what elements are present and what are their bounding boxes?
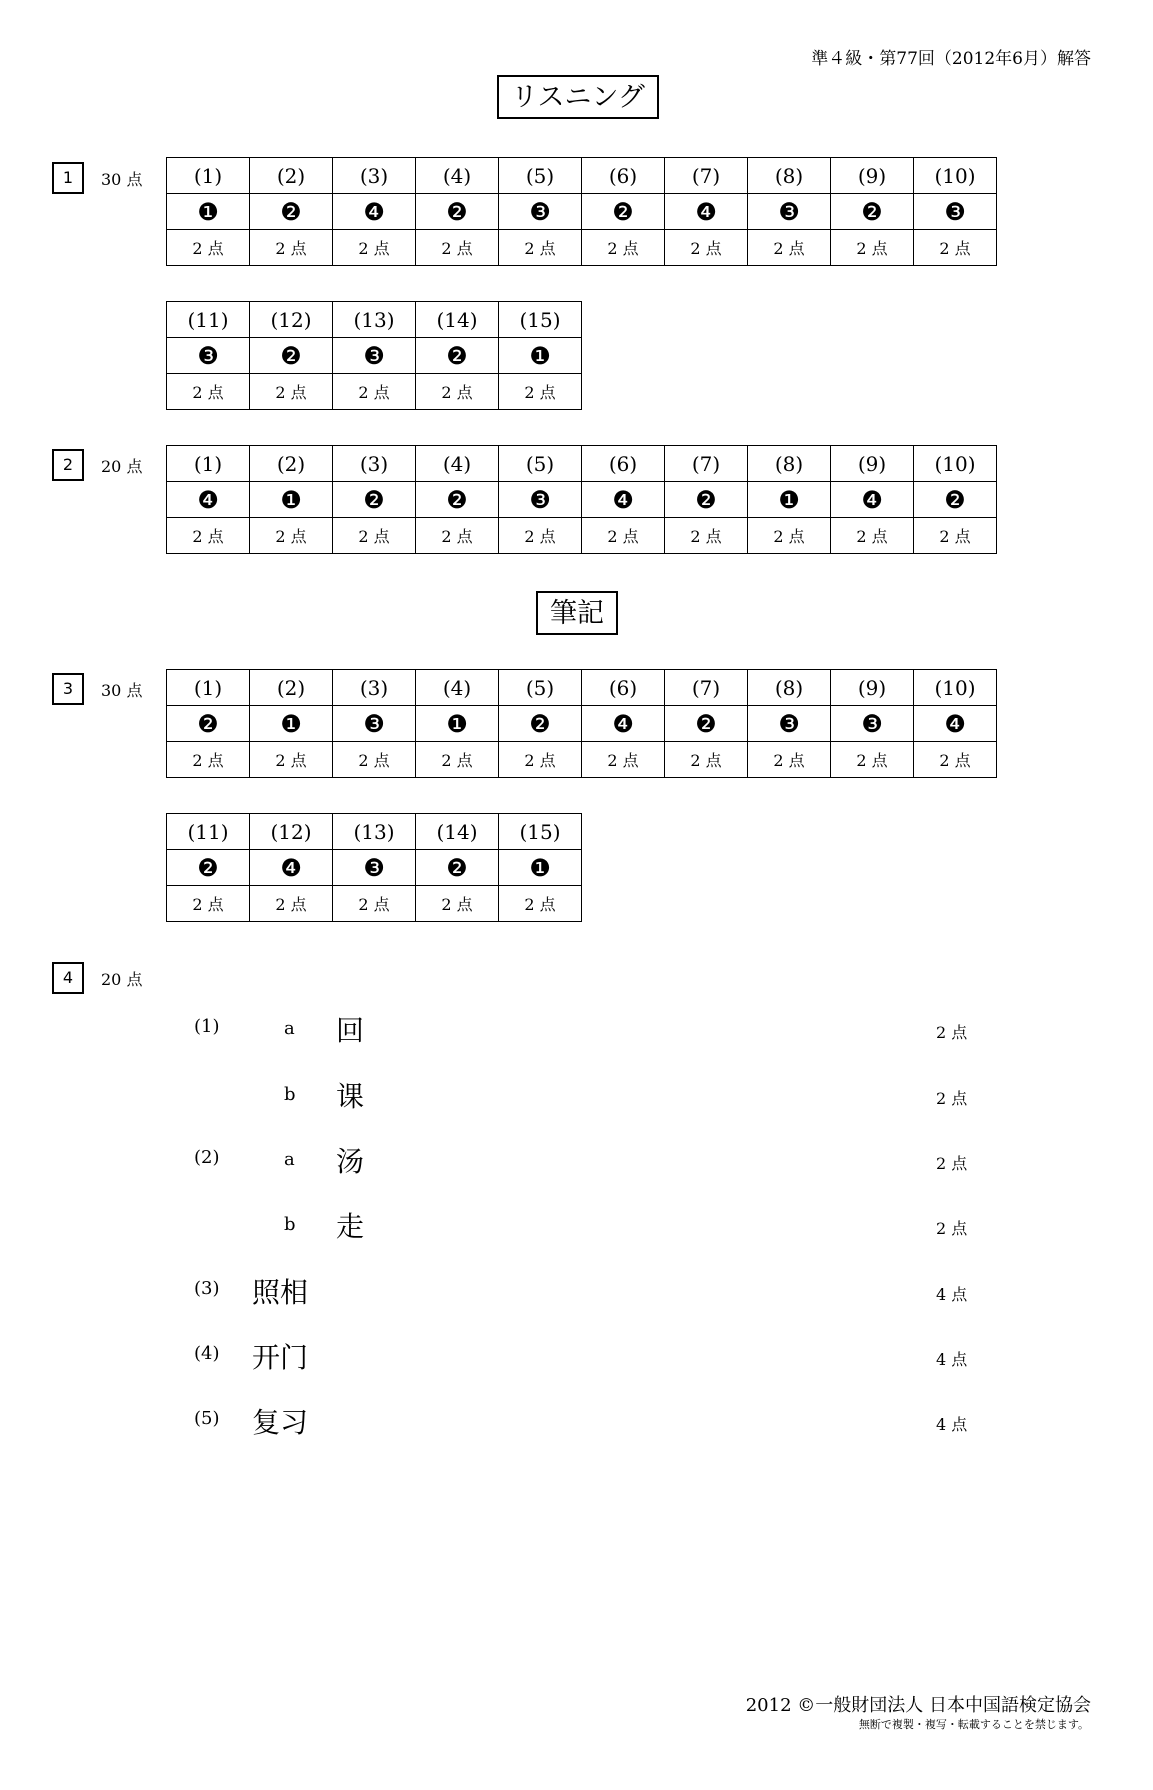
answer-row bbox=[167, 482, 997, 518]
item-points: 2 点 bbox=[167, 230, 250, 266]
answer-choice: ❸ bbox=[748, 706, 831, 742]
answer-choice: ❷ bbox=[167, 706, 250, 742]
answer-choice: ❹ bbox=[831, 482, 914, 518]
item-points: 2 点 bbox=[831, 230, 914, 266]
answer-choice: ❷ bbox=[416, 338, 499, 374]
q4-answer: 汤 bbox=[336, 1145, 365, 1178]
answer-choice: ❶ bbox=[499, 850, 582, 886]
question-number: (13) bbox=[333, 814, 416, 850]
answer-choice: ❶ bbox=[250, 482, 333, 518]
answer-choice: ❷ bbox=[582, 194, 665, 230]
question-number: (10) bbox=[914, 158, 997, 194]
item-points: 2 点 bbox=[333, 374, 416, 410]
q3-table-2 bbox=[166, 813, 582, 922]
answer-choice: ❶ bbox=[250, 706, 333, 742]
item-points: 2 点 bbox=[748, 742, 831, 778]
question-number: (3) bbox=[333, 446, 416, 482]
question-number: (1) bbox=[167, 446, 250, 482]
item-points: 2 点 bbox=[665, 230, 748, 266]
writing-title: 筆記 bbox=[536, 591, 618, 635]
question-number: (14) bbox=[416, 302, 499, 338]
question-number: (7) bbox=[665, 670, 748, 706]
number-row bbox=[167, 446, 997, 482]
question-number: (11) bbox=[167, 814, 250, 850]
item-points: 2 点 bbox=[416, 374, 499, 410]
answer-choice: ❸ bbox=[499, 482, 582, 518]
q2-table bbox=[166, 445, 997, 554]
item-points: 2 点 bbox=[167, 742, 250, 778]
q4-answer: 课 bbox=[336, 1080, 365, 1113]
q4-sub-label: a bbox=[284, 1149, 295, 1170]
answer-row bbox=[167, 706, 997, 742]
q4-item-points: 4 点 bbox=[936, 1350, 968, 1369]
q4-item-points: 2 点 bbox=[936, 1089, 968, 1108]
answer-choice: ❸ bbox=[914, 194, 997, 230]
answer-choice: ❹ bbox=[250, 850, 333, 886]
question-number: (1) bbox=[167, 158, 250, 194]
q2-label: 2 bbox=[52, 449, 84, 481]
q4-answer: 走 bbox=[336, 1210, 365, 1243]
question-number: (13) bbox=[333, 302, 416, 338]
item-points: 2 点 bbox=[499, 886, 582, 922]
question-number: (5) bbox=[499, 446, 582, 482]
question-number: (8) bbox=[748, 446, 831, 482]
q1-points: 30 点 bbox=[101, 170, 143, 189]
q4-item-number: (3) bbox=[194, 1278, 220, 1299]
question-number: (10) bbox=[914, 446, 997, 482]
q4-points: 20 点 bbox=[101, 970, 143, 989]
item-points: 2 点 bbox=[582, 742, 665, 778]
item-points: 2 点 bbox=[831, 518, 914, 554]
answer-choice: ❹ bbox=[333, 194, 416, 230]
footer-notice: 無断で複製・複写・転載することを禁じます。 bbox=[858, 1718, 1089, 1731]
answer-row bbox=[167, 850, 582, 886]
question-number: (4) bbox=[416, 446, 499, 482]
q4-sub-label: b bbox=[284, 1214, 296, 1235]
answer-choice: ❷ bbox=[333, 482, 416, 518]
item-points: 2 点 bbox=[499, 374, 582, 410]
question-number: (4) bbox=[416, 158, 499, 194]
question-number: (2) bbox=[250, 446, 333, 482]
item-points: 2 点 bbox=[831, 742, 914, 778]
item-points: 2 点 bbox=[333, 230, 416, 266]
item-points: 2 点 bbox=[748, 230, 831, 266]
item-points: 2 点 bbox=[250, 518, 333, 554]
question-number: (10) bbox=[914, 670, 997, 706]
question-number: (1) bbox=[167, 670, 250, 706]
q4-answer: 照相 bbox=[252, 1276, 309, 1309]
item-points: 2 点 bbox=[333, 886, 416, 922]
points-row bbox=[167, 742, 997, 778]
item-points: 2 点 bbox=[748, 518, 831, 554]
answer-choice: ❶ bbox=[748, 482, 831, 518]
answer-choice: ❶ bbox=[167, 194, 250, 230]
question-number: (2) bbox=[250, 670, 333, 706]
item-points: 2 点 bbox=[416, 518, 499, 554]
q4-item-points: 4 点 bbox=[936, 1415, 968, 1434]
item-points: 2 点 bbox=[914, 518, 997, 554]
points-row bbox=[167, 230, 997, 266]
points-row bbox=[167, 886, 582, 922]
q1-table-1 bbox=[166, 157, 997, 266]
item-points: 2 点 bbox=[582, 230, 665, 266]
answer-choice: ❸ bbox=[748, 194, 831, 230]
q2-points: 20 点 bbox=[101, 457, 143, 476]
question-number: (4) bbox=[416, 670, 499, 706]
question-number: (5) bbox=[499, 158, 582, 194]
question-number: (3) bbox=[333, 670, 416, 706]
item-points: 2 点 bbox=[250, 886, 333, 922]
question-number: (14) bbox=[416, 814, 499, 850]
answer-choice: ❷ bbox=[416, 850, 499, 886]
answer-choice: ❹ bbox=[665, 194, 748, 230]
item-points: 2 点 bbox=[416, 886, 499, 922]
answer-choice: ❷ bbox=[167, 850, 250, 886]
question-number: (6) bbox=[582, 670, 665, 706]
question-number: (8) bbox=[748, 670, 831, 706]
listening-title: リスニング bbox=[497, 75, 659, 119]
item-points: 2 点 bbox=[416, 230, 499, 266]
question-number: (5) bbox=[499, 670, 582, 706]
question-number: (15) bbox=[499, 814, 582, 850]
number-row bbox=[167, 814, 582, 850]
question-number: (2) bbox=[250, 158, 333, 194]
item-points: 2 点 bbox=[416, 742, 499, 778]
question-number: (9) bbox=[831, 446, 914, 482]
q4-item-points: 2 点 bbox=[936, 1219, 968, 1238]
answer-choice: ❶ bbox=[499, 338, 582, 374]
q4-answer: 开门 bbox=[252, 1341, 309, 1374]
item-points: 2 点 bbox=[250, 374, 333, 410]
answer-choice: ❸ bbox=[333, 850, 416, 886]
answer-choice: ❸ bbox=[333, 706, 416, 742]
item-points: 2 点 bbox=[167, 518, 250, 554]
q3-points: 30 点 bbox=[101, 681, 143, 700]
answer-choice: ❹ bbox=[167, 482, 250, 518]
question-number: (11) bbox=[167, 302, 250, 338]
q4-item-number: (2) bbox=[194, 1147, 220, 1168]
item-points: 2 点 bbox=[499, 742, 582, 778]
answer-choice: ❷ bbox=[250, 338, 333, 374]
number-row bbox=[167, 302, 582, 338]
number-row bbox=[167, 670, 997, 706]
answer-choice: ❷ bbox=[914, 482, 997, 518]
points-row bbox=[167, 518, 997, 554]
answer-choice: ❷ bbox=[831, 194, 914, 230]
answer-choice: ❷ bbox=[250, 194, 333, 230]
item-points: 2 点 bbox=[914, 230, 997, 266]
q4-item-number: (1) bbox=[194, 1016, 220, 1037]
question-number: (12) bbox=[250, 814, 333, 850]
q4-item-points: 4 点 bbox=[936, 1285, 968, 1304]
item-points: 2 点 bbox=[582, 518, 665, 554]
q3-table-1 bbox=[166, 669, 997, 778]
question-number: (15) bbox=[499, 302, 582, 338]
q4-item-number: (5) bbox=[194, 1408, 220, 1429]
answer-choice: ❹ bbox=[914, 706, 997, 742]
item-points: 2 点 bbox=[499, 518, 582, 554]
item-points: 2 点 bbox=[914, 742, 997, 778]
q1-label: 1 bbox=[52, 162, 84, 194]
answer-choice: ❸ bbox=[333, 338, 416, 374]
q4-item-points: 2 点 bbox=[936, 1154, 968, 1173]
item-points: 2 点 bbox=[167, 374, 250, 410]
answer-choice: ❷ bbox=[416, 482, 499, 518]
question-number: (6) bbox=[582, 158, 665, 194]
q4-answer: 回 bbox=[336, 1014, 365, 1047]
answer-choice: ❸ bbox=[831, 706, 914, 742]
page-header: 準４級・第77回（2012年6月）解答 bbox=[811, 49, 1091, 69]
q1-table-2 bbox=[166, 301, 582, 410]
answer-choice: ❷ bbox=[665, 482, 748, 518]
points-row bbox=[167, 374, 582, 410]
item-points: 2 点 bbox=[167, 886, 250, 922]
question-number: (3) bbox=[333, 158, 416, 194]
item-points: 2 点 bbox=[250, 742, 333, 778]
q3-label: 3 bbox=[52, 673, 84, 705]
question-number: (6) bbox=[582, 446, 665, 482]
item-points: 2 点 bbox=[499, 230, 582, 266]
answer-choice: ❷ bbox=[416, 194, 499, 230]
q4-sub-label: b bbox=[284, 1084, 296, 1105]
item-points: 2 点 bbox=[250, 230, 333, 266]
answer-choice: ❶ bbox=[416, 706, 499, 742]
q4-sub-label: a bbox=[284, 1018, 295, 1039]
question-number: (12) bbox=[250, 302, 333, 338]
q4-item-number: (4) bbox=[194, 1343, 220, 1364]
question-number: (9) bbox=[831, 670, 914, 706]
answer-row bbox=[167, 338, 582, 374]
q4-answer: 复习 bbox=[252, 1406, 309, 1439]
answer-choice: ❸ bbox=[499, 194, 582, 230]
answer-choice: ❹ bbox=[582, 706, 665, 742]
answer-choice: ❷ bbox=[499, 706, 582, 742]
answer-choice: ❹ bbox=[582, 482, 665, 518]
question-number: (7) bbox=[665, 446, 748, 482]
answer-choice: ❸ bbox=[167, 338, 250, 374]
item-points: 2 点 bbox=[333, 518, 416, 554]
item-points: 2 点 bbox=[665, 742, 748, 778]
item-points: 2 点 bbox=[333, 742, 416, 778]
q4-label: 4 bbox=[52, 962, 84, 994]
answer-choice: ❷ bbox=[665, 706, 748, 742]
question-number: (9) bbox=[831, 158, 914, 194]
item-points: 2 点 bbox=[665, 518, 748, 554]
question-number: (8) bbox=[748, 158, 831, 194]
answer-row bbox=[167, 194, 997, 230]
question-number: (7) bbox=[665, 158, 748, 194]
footer-copyright: 2012 ©一般財団法人 日本中国語検定協会 bbox=[745, 1695, 1091, 1716]
q4-item-points: 2 点 bbox=[936, 1023, 968, 1042]
number-row bbox=[167, 158, 997, 194]
